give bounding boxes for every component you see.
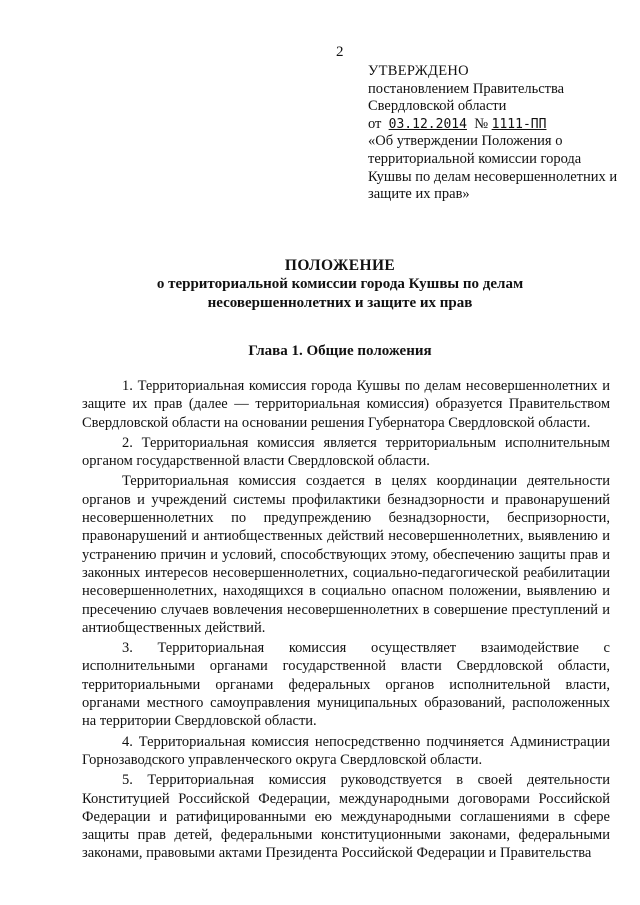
approval-subject: «Об утверждении Положения о территориальной комиссии города Кушвы по делам несовершеннолетних и защите их прав» bbox=[368, 133, 618, 203]
approval-date: 03.12.2014 bbox=[388, 116, 467, 132]
paragraph: 3. Территориальная комиссия осуществляет взаимодействие с исполнительными органами государственной власти Свердловской области, территориальными органами федеральных органов исполнительной власти, органами местного самоуправления муниципальных образований, расположенных на территории Свердловской области. bbox=[82, 640, 610, 730]
body-text bbox=[82, 377, 610, 865]
paragraph: 4. Территориальная комиссия непосредственно подчиняется Администрации Горнозаводского управленческого округа Свердловской области. bbox=[82, 733, 610, 768]
approval-line-1: постановлением Правительства bbox=[368, 80, 565, 97]
title-main: ПОЛОЖЕНИЕ bbox=[284, 257, 396, 274]
approval-number: 1111-ПП bbox=[491, 116, 547, 132]
approval-line-2: Свердловской области bbox=[368, 98, 507, 115]
approval-number-sign: № bbox=[474, 115, 489, 132]
approval-date-prefix: от bbox=[368, 115, 382, 132]
title-sub-2: несовершеннолетних и защите их прав bbox=[207, 295, 473, 311]
approval-heading: УТВЕРЖДЕНО bbox=[368, 63, 469, 79]
approval-date-line bbox=[368, 116, 618, 134]
document-title bbox=[60, 256, 620, 313]
page-number: 2 bbox=[336, 44, 344, 60]
approval-stamp bbox=[368, 63, 618, 204]
paragraph: 2. Территориальная комиссия является территориальным исполнительным органом государственной власти Свердловской области. bbox=[82, 434, 610, 470]
chapter-heading: Глава 1. Общие положения bbox=[248, 343, 432, 359]
paragraph: 5. Территориальная комиссия руководствуется в своей деятельности Конституцией Российской Федерации, международными договорами Российской Федерации и ратифицированными ею международными соглашениями в сфере защиты прав детей, федеральными конституционными законами, федеральными законами, правовыми актами Президента Российской Федерации и Правительства bbox=[82, 772, 610, 862]
title-sub-1: о территориальной комиссии города Кушвы по делам bbox=[156, 276, 524, 292]
paragraph: Территориальная комиссия создается в целях координации деятельности органов и учреждений системы профилактики безнадзорности и правонарушений несовершеннолетних по предупреждению безнадзорности, беспризорности, правонарушений и антиобщественных действий несовершеннолетних, выявлению и устранению причин и условий, способствующих этому, обеспечению защиты прав и законных интересов несовершеннолетних, социально-педагогической реабилитации несовершеннолетних, находящихся в социально опасном положении, выявлению и пресечению случаев вовлечения несовершеннолетних в совершение преступлений и антиобщественных действий. bbox=[82, 473, 610, 636]
paragraph: 1. Территориальная комиссия города Кушвы по делам несовершеннолетних и защите их прав (далее — территориальная комиссия) образуется Правительством Свердловской области на основании решения Губернатора Свердловской области. bbox=[82, 378, 610, 431]
